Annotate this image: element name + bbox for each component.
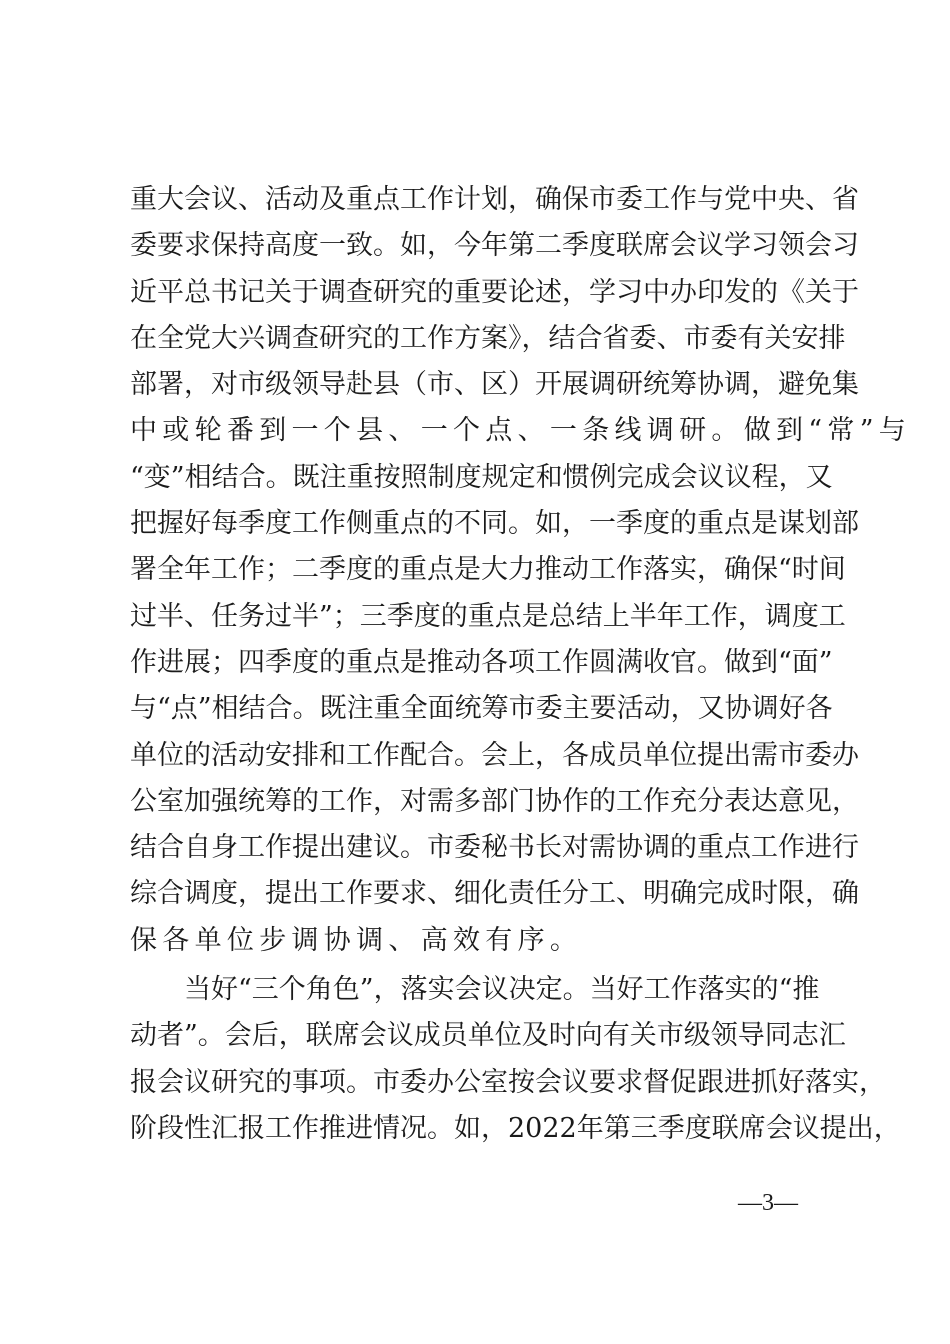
text-line: 与“点”相结合。既注重全面统筹市委主要活动，又协调好各 bbox=[130, 693, 833, 725]
text-line: 在全党大兴调查研究的工作方案》，结合省委、市委有关安排 bbox=[130, 322, 846, 354]
text-line: 把握好每季度工作侧重点的不同。如，一季度的重点是谋划部 bbox=[130, 508, 859, 540]
body-text bbox=[130, 177, 912, 1152]
text-line: 单位的活动安排和工作配合。会上，各成员单位提出需市委办 bbox=[130, 739, 859, 771]
text-line: 委要求保持高度一致。如，今年第二季度联席会议学习领会习 bbox=[130, 230, 859, 262]
text-line: 公室加强统筹的工作，对需多部门协作的工作充分表达意见， bbox=[130, 785, 859, 817]
text-line: 动者”。会后，联席会议成员单位及时向有关市级领导同志汇 bbox=[130, 1020, 846, 1052]
text-line: 重大会议、活动及重点工作计划，确保市委工作与党中央、省 bbox=[130, 184, 859, 215]
text-line: 部署，对市级领导赴县（市、区）开展调研统筹协调，避免集 bbox=[130, 369, 859, 401]
text-line: 过半、任务过半”；三季度的重点是总结上半年工作，调度工 bbox=[130, 600, 846, 632]
text-line: “变”相结合。既注重按照制度规定和惯例完成会议议程，又 bbox=[130, 461, 833, 493]
paragraph-start-line: 当好“三个角色”，落实会议决定。当好工作落实的“推 bbox=[130, 974, 820, 1006]
text-line: 报会议研究的事项。市委办公室按会议要求督促跟进抓好落实， bbox=[130, 1066, 886, 1098]
text-line: 结合自身工作提出建议。市委秘书长对需协调的重点工作进行 bbox=[130, 832, 859, 864]
text-line: 近平总书记关于调查研究的重要论述，学习中办印发的《关于 bbox=[130, 276, 859, 308]
text-line: 保各单位步调协调、高效有序。 bbox=[130, 924, 583, 956]
page-number: —3— bbox=[738, 1190, 798, 1216]
text-line: 阶段性汇报工作推进情况。如，2022年第三季度联席会议提出， bbox=[130, 1112, 901, 1144]
text-line: 中或轮番到一个县、一个点、一条线调研。做到“常”与 bbox=[130, 415, 912, 447]
text-line: 综合调度，提出工作要求、细化责任分工、明确完成时限，确 bbox=[130, 878, 859, 910]
text-line: 署全年工作；二季度的重点是大力推动工作落实，确保“时间 bbox=[130, 554, 846, 586]
text-line: 作进展；四季度的重点是推动各项工作圆满收官。做到“面” bbox=[130, 646, 833, 678]
